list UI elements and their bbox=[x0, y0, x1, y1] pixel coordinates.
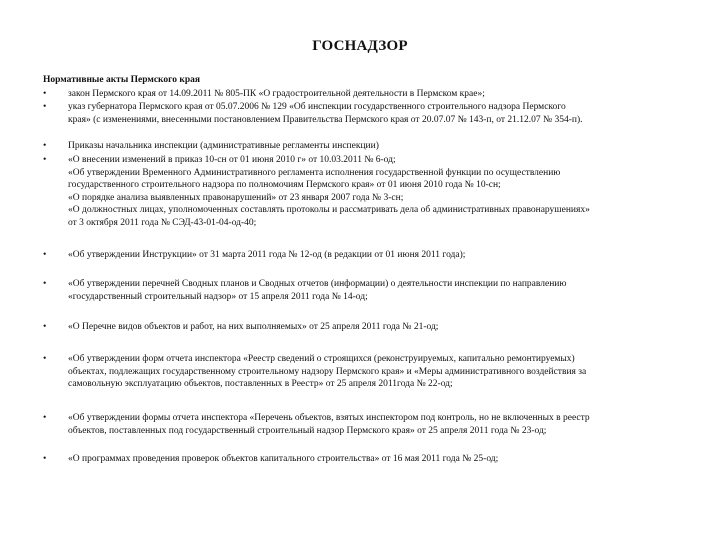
list-item-text bbox=[68, 321, 683, 334]
list-item-text bbox=[68, 88, 683, 101]
text-line: края» (с изменениями, внесенными постановлением Правительства Пермского края от 20.07.07 № 143-п, от 21.12.07 № 354-п). bbox=[68, 114, 583, 125]
text-line: закон Пермского края от 14.09.2011 № 805-ПК «О градостроительной деятельности в Пермском крае»; bbox=[68, 89, 485, 99]
text-line: «О Перечне видов объектов и работ, на них выполняемых» от 25 апреля 2011 года № 21-од; bbox=[68, 322, 439, 332]
text-line: от 3 октября 2011 года № СЭД-43-01-04-од-40; bbox=[68, 217, 257, 228]
text-line: объектов, поставленных под государственный строительный надзор Пермского края» от 25 апреля 2011 года № 23-од; bbox=[68, 425, 547, 436]
bullet-icon: • bbox=[43, 89, 47, 99]
text-line: «Об утверждении форм отчета инспектора «Реестр сведений о строящихся (реконструируемых, капитально ремонтируемых) bbox=[68, 354, 575, 364]
bullet-icon: • bbox=[43, 322, 47, 332]
text-line: «Об утверждении перечней Сводных планов и Сводных отчетов (информации) о деятельности инспекции по направлению bbox=[68, 279, 567, 289]
list-item-text bbox=[68, 140, 683, 153]
list-item-text bbox=[68, 453, 683, 466]
list-item-text bbox=[68, 353, 683, 391]
list-item-text bbox=[68, 278, 683, 303]
text-line: самовольную эксплуатацию объектов, поставленных в Реестр» от 25 апреля 2011года № 22-од; bbox=[68, 379, 453, 389]
list-item-text bbox=[68, 101, 683, 126]
text-line: «О программах проведения проверок объектов капитального строительства» от 16 мая 2011 года № 25-од; bbox=[68, 454, 499, 464]
bullet-icon: • bbox=[43, 102, 47, 112]
bullet-icon: • bbox=[43, 141, 47, 151]
text-line: объектах, подлежащих государственному строительному надзору Пермского края» и «Меры административного воздействия за bbox=[68, 366, 587, 377]
bullet-icon: • bbox=[43, 413, 47, 423]
bullet-icon: • bbox=[43, 250, 47, 260]
text-line: «государственный строительный надзор» от 15 апреля 2011 года № 14-од; bbox=[68, 291, 368, 302]
page-title: ГОСНАДЗОР bbox=[312, 38, 408, 54]
section-heading: Нормативные акты Пермского края bbox=[43, 75, 201, 85]
bullet-icon: • bbox=[43, 454, 47, 464]
bullet-icon: • bbox=[43, 279, 47, 289]
text-line: «Об утверждении Инструкции» от 31 марта 2011 года № 12-од (в редакции от 01 июня 2011 года); bbox=[68, 250, 466, 260]
text-line: «О внесении изменений в приказ 10-сн от 01 июня 2010 г» от 10.03.2011 № 6-од; bbox=[68, 155, 396, 165]
text-line: «О должностных лицах, уполномоченных составлять протоколы и рассматривать дела об административных правонарушениях» bbox=[68, 205, 590, 215]
text-line: Приказы начальника инспекции (административные регламенты инспекции) bbox=[68, 141, 379, 151]
bullet-icon: • bbox=[43, 354, 47, 364]
list-item-text bbox=[68, 154, 683, 229]
bullet-icon: • bbox=[43, 155, 47, 165]
text-line: государственного строительного надзора по полномочиям Пермского края» от 01 июня 2010 года № 10-сн; bbox=[68, 180, 501, 190]
text-line: «Об утверждении формы отчета инспектора «Перечень объектов, взятых инспектором под контроль, но не включенных в реестр bbox=[68, 413, 590, 423]
list-item-text bbox=[68, 412, 683, 437]
text-line: «Об утверждении Временного Административного регламента исполнения государственной функции по осуществлению bbox=[68, 167, 561, 178]
list-item-text bbox=[68, 249, 683, 262]
text-line: указ губернатора Пермского края от 05.07.2006 № 129 «Об инспекции государственного строительного надзора Пермского bbox=[68, 102, 566, 112]
text-line: «О порядке анализа выявленных правонарушений» от 23 января 2007 года № 3-сн; bbox=[68, 192, 404, 203]
